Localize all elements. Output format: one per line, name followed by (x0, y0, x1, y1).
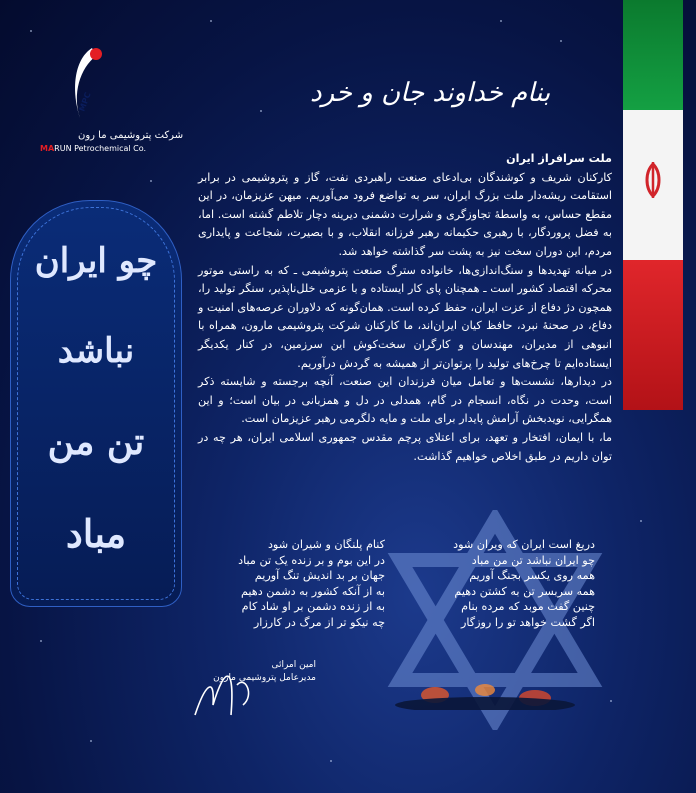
poem-right-line-1: دریغ است ایران که ویران شود (453, 538, 595, 551)
flag-emblem-icon (639, 160, 667, 200)
company-name-en-rest: RUN Petrochemical Co. (54, 144, 147, 153)
fire-graphic (395, 650, 575, 710)
signatory-title: مدیرعامل پتروشیمی مارون (213, 673, 316, 683)
flag-red-band (623, 260, 683, 410)
company-name-fa: شرکت پتروشیمی ما رون (78, 130, 184, 141)
paragraph-2: در میانه تهدیدها و سنگ‌اندازی‌ها، خانواده سترگ صنعت پتروشیمی ـ که به راستی موتور محرکه اقتصاد کشور است ـ همچنان پای کار ایستاده و با عزمی خلل‌ناپذیر، سنگر تولید را، همچون دژ دفاع از عزت ایران، حفظ کرده است. همان‌گونه که دلاوران عرصه‌های امنیت و دفاع، در صحنهٔ نبرد، حافظ کیان ایران‌اند، ما کارکنان شرکت پتروشیمی مارون، همراه با انبوهی از مدیران، مهندسان و کارگران سخت‌کوش این سرزمین، در کنار یکدیگر ایستاده‌ایم تا چرخ‌های تولید را پرتوان‌تر از همیشه به گردش درآوریم. (198, 263, 612, 370)
signature-mark (185, 645, 275, 725)
poem-left-column (185, 537, 385, 631)
greeting: ملت سرافراز ایران (506, 152, 612, 165)
iran-flag (623, 0, 683, 420)
poem-left-line-1: کنام پلنگان و شیران شود (267, 538, 385, 551)
company-name-en (40, 144, 146, 153)
paragraph-3: در دیدارها، نشست‌ها و تعامل میان فرزندان این صنعت، آنچه برجسته و شایسته ذکر است، وحدت در نگاه، انسجام در گام، همدلی در دل و همزبانی در بیان است؛ و این همگرایی، نویدبخش آرامش پایدار برای ملت و مایه دلگرمی رهبر عزیزمان است. (198, 375, 612, 426)
poem-right-line-5: چنین گفت موبد که مرده بنام (461, 600, 595, 614)
flag-green-band (623, 0, 683, 110)
poem-right-line-6: اگر گشت خواهد تو را روزگار (460, 615, 595, 629)
panel-line-1: چو ایران (34, 241, 158, 281)
bismillah-title: بنام خداوند جان و خرد (310, 78, 551, 108)
paragraph-4: ما، با ایمان، افتخار و تعهد، برای اعتلای پرچم مقدس جمهوری اسلامی ایران، هر چه در توان داریم در طبق اخلاص خواهیم گذاشت. (198, 430, 612, 463)
signatory-name: امین امرائی (271, 660, 316, 670)
logo-mark-text: MPC (77, 91, 93, 113)
poem-right-column (395, 537, 595, 631)
flag-white-band (623, 110, 683, 260)
mpc-logo-icon (62, 46, 106, 126)
panel-line-4: مباد (65, 511, 127, 556)
poem-right-line-4: همه سربسر تن به کشتن دهیم (454, 584, 595, 598)
poem-left-line-3: جهان بر بد اندیش تنگ آوریم (254, 569, 385, 583)
calligraphy-panel (10, 200, 182, 607)
poem-left-line-5: به از زنده دشمن بر او شاد کام (241, 600, 385, 614)
panel-line-2: نباشد (57, 331, 135, 371)
company-name-en-prefix: MA (40, 144, 55, 153)
poem-right-line-3: همه روی یکسر بجنگ آوریم (469, 569, 595, 583)
panel-line-3: تن من (47, 421, 145, 463)
statement-body (198, 150, 612, 466)
poem-left-line-2: در این بوم و بر زنده یک تن مباد (238, 553, 385, 567)
poem-left-line-4: به از آنکه کشور به دشمن دهیم (240, 584, 385, 598)
paragraph-1: کارکنان شریف و کوشندگان بی‌ادعای صنعت راهبردی نفت، گاز و پتروشیمی در برابر استقامت ریشه‌دار ملت بزرگ ایران، سر به تواضع فرود می‌آوریم. میهن عزیزمان، در این مقطع حساس، به واسطهٔ تجاوزگری و شرارت دشمنی دیرینه دچار تلاطم گشته است. اما، به فضل پروردگار، با رهبری حکیمانه رهبر فرزانه انقلاب، و با بصیرت، شجاعت و پایداری مردم، این دوران سخت نیز به پشت سر گذاشته خواهد شد. (198, 170, 612, 258)
poem-left-line-6: چه نیکو تر از مرگ در کارزار (253, 615, 385, 629)
poem-right-line-2: چو ایران نباشد تن من مباد (471, 553, 595, 567)
